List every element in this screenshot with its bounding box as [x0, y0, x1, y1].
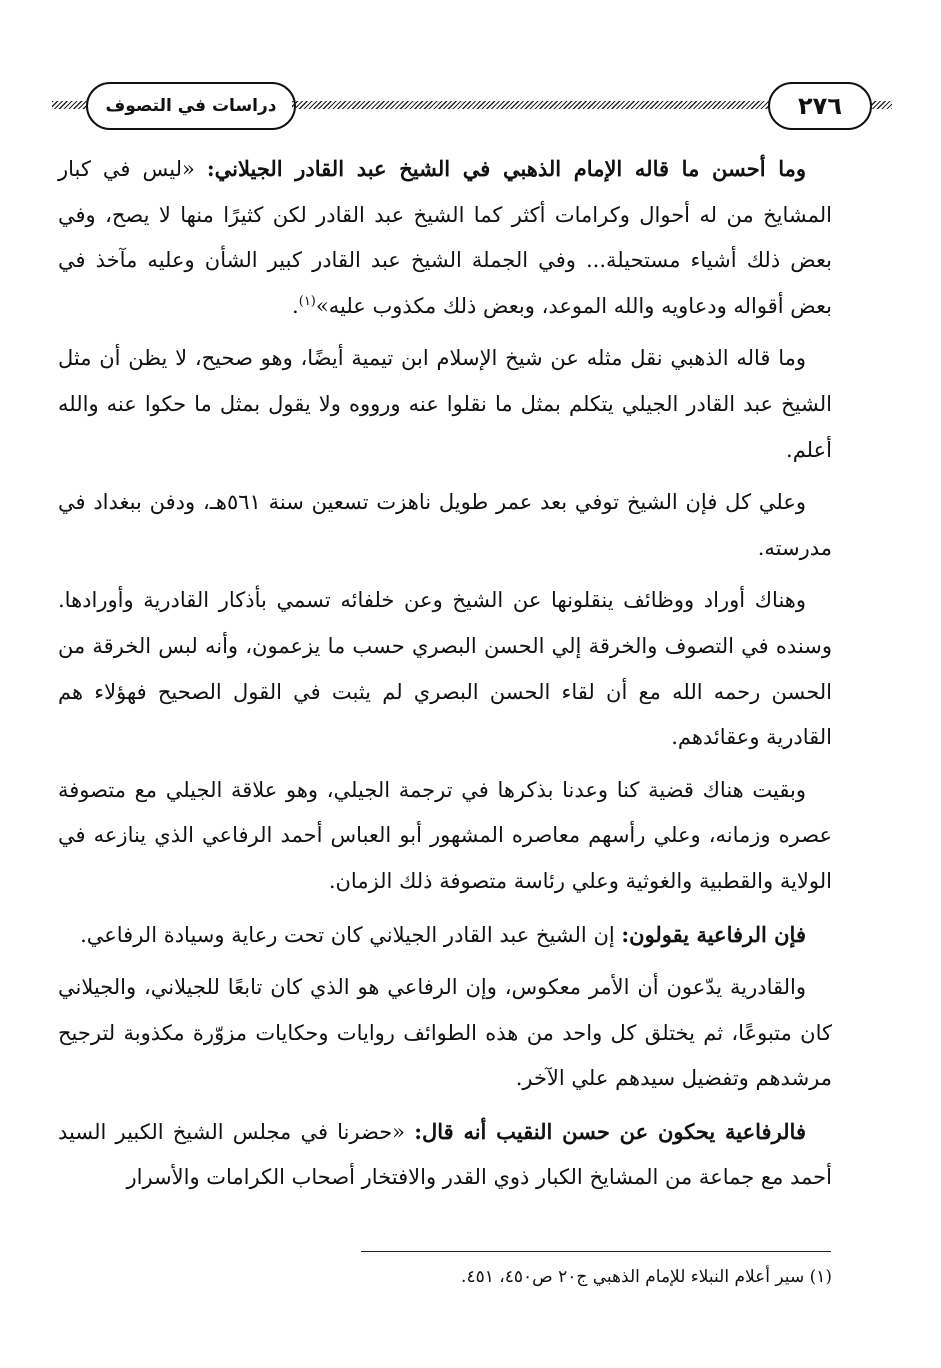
- paragraph-2: [58, 336, 832, 473]
- paragraph-text: إن الشيخ عبد القادر الجيلاني كان تحت رعاية وسيادة الرفاعي.: [80, 922, 622, 947]
- paragraph-5: [58, 768, 832, 905]
- footnote-reference: (١): [298, 293, 316, 309]
- page-header: [52, 78, 892, 132]
- book-title-badge: [86, 82, 296, 130]
- paragraph-text: وبقيت هناك قضية كنا وعدنا بذكرها في ترجمة الجيلي، وهو علاقة الجيلي مع متصوفة عصره وزمانه، وعلي رأسهم معاصره المشهور أبو العباس أحمد الرفاعي الذي ينازعه في الولاية والقطبية والغوثية وعلي رئاسة متصوفة ذلك الزمان.: [58, 777, 832, 893]
- header-ornament-middle: [292, 101, 770, 109]
- body-text: [58, 146, 832, 1208]
- page-number: ٢٧٦: [798, 92, 842, 120]
- footnote: (١) سير أعلام النبلاء للإمام الذهبي ج٢٠ ص٤٥٠، ٤٥١.: [461, 1267, 832, 1287]
- paragraph-text: وعلي كل فإن الشيخ توفي بعد عمر طويل ناهزت تسعين سنة ٥٦١هـ، ودفن ببغداد في مدرسته.: [58, 490, 832, 560]
- book-title: دراسات في التصوف: [105, 96, 277, 116]
- paragraph-6: [58, 912, 832, 959]
- paragraph-4: [58, 578, 832, 760]
- paragraph-tail: .: [292, 293, 299, 318]
- paragraph-text: وما قاله الذهبي نقل مثله عن شيخ الإسلام ابن تيمية أيضًا، وهو صحيح، لا يظن أن مثل الشيخ عبد القادر الجيلي يتكلم بمثل ما نقلوا عنه ورووه ولا يقول بمثل ما حكوا عنه والله أعلم.: [58, 346, 832, 462]
- header-ornament-right: [870, 101, 892, 109]
- page-number-badge: [768, 82, 872, 130]
- footnote-divider: [361, 1251, 831, 1252]
- paragraph-3: [58, 480, 832, 571]
- paragraph-text: والقادرية يدّعون أن الأمر معكوس، وإن الرفاعي هو الذي كان تابعًا للجيلاني، والجيلاني كان متبوعًا، ثم يختلق كل واحد من هذه الطوائف روايات وحكايات مزوّرة مكذوبة لترجيح مرشدهم وتفضيل سيدهم علي الآخر.: [58, 975, 832, 1091]
- paragraph-text: «حضرنا في مجلس الشيخ الكبير السيد أحمد مع جماعة من المشايخ الكبار ذوي القدر والافتخار أصحاب الكرامات والأسرار: [58, 1119, 832, 1190]
- header-ornament-left: [52, 101, 88, 109]
- paragraph-lead: فالرفاعية يحكون عن حسن النقيب أنه قال:: [414, 1118, 806, 1144]
- paragraph-1: [58, 146, 832, 329]
- paragraph-lead: وما أحسن ما قاله الإمام الذهبي في الشيخ عبد القادر الجيلاني:: [206, 156, 806, 181]
- paragraph-text: وهناك أوراد ووظائف ينقلونها عن الشيخ وعن خلفائه تسمي بأذكار القادرية وأورادها. وسنده في التصوف والخرقة إلي الحسن البصري حسب ما يزعمون، وأنه لبس الخرقة من الحسن رحمه الله مع أن لقاء الحسن البصري لم يثبت في القول الصحيح فهؤلاء هم القادرية وعقائدهم.: [58, 588, 832, 750]
- paragraph-lead: فإن الرفاعية يقولون:: [621, 921, 806, 947]
- paragraph-8: [58, 1109, 832, 1201]
- paragraph-7: [58, 965, 832, 1102]
- paragraph-text: «ليس في كبار المشايخ من له أحوال وكرامات أكثر كما الشيخ عبد القادر لكن كثيرًا منها لا يصح، وفي بعض ذلك أشياء مستحيلة... وفي الجملة الشيخ عبد القادر كبير الشأن وعليه مآخذ في بعض أقواله ودعاويه والله الموعد، وبعض ذلك مكذوب عليه»: [58, 157, 832, 318]
